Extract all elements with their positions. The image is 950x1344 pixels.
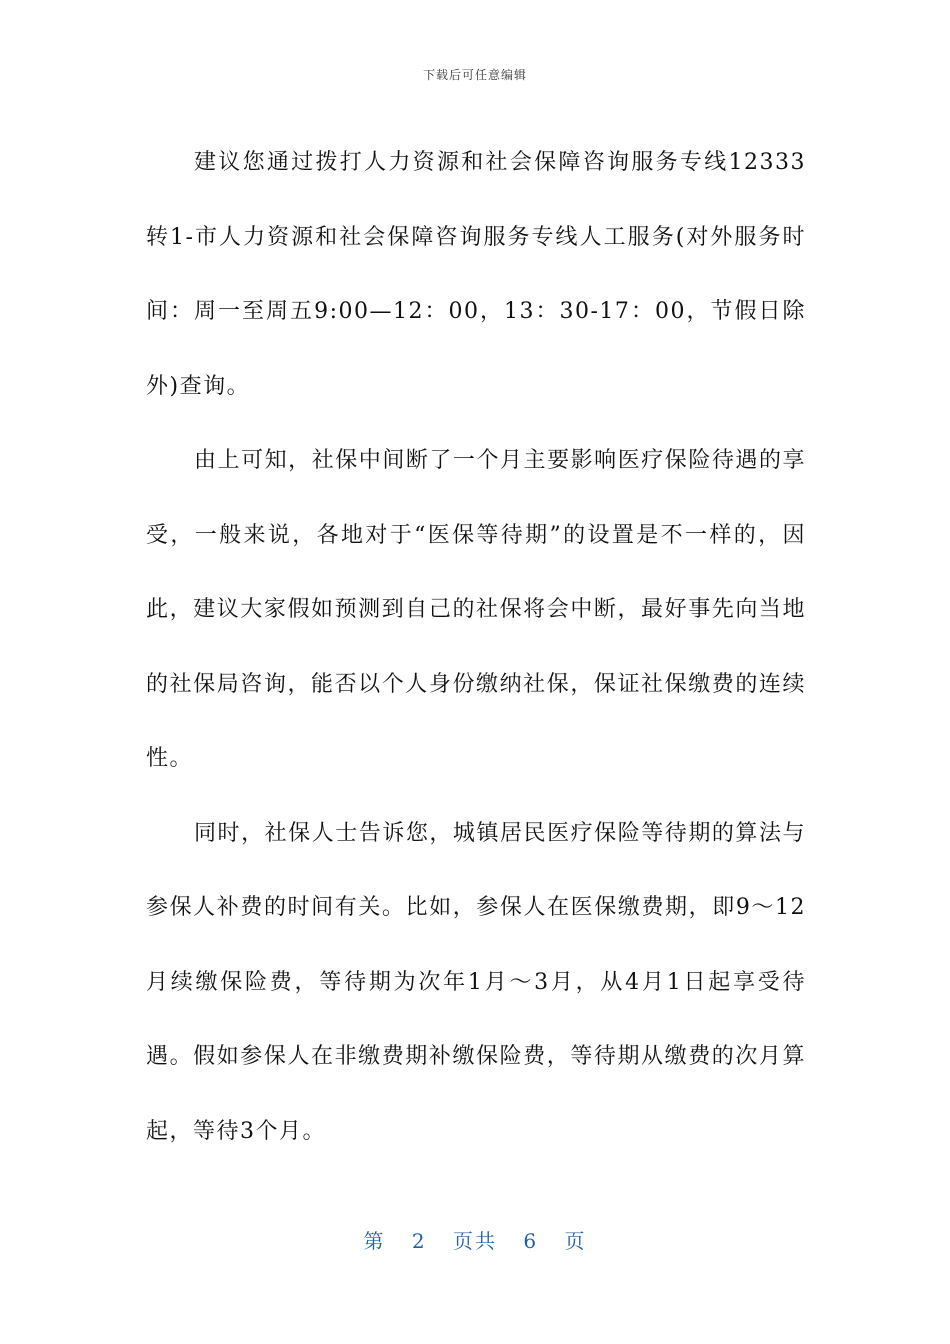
page-prefix: 第: [363, 1229, 386, 1253]
page-suffix: 页: [564, 1229, 587, 1253]
body-text: [146, 126, 806, 1169]
page-middle: 页共: [453, 1229, 497, 1253]
paragraph-3: 同时，社保人士告诉您，城镇居民医疗保险等待期的算法与参保人补费的时间有关。比如，参保人在医保缴费期，即9～12月续缴保险费，等待期为次年1月～3月，从4月1日起享受待遇。假如参保人在非缴费期补缴保险费，等待期从缴费的次月算起，等待3个月。: [146, 820, 806, 1144]
page-total: 6: [523, 1229, 539, 1253]
header-note: 下载后可任意编辑: [422, 68, 527, 82]
page-current: 2: [411, 1229, 427, 1253]
page-number-footer: [0, 1225, 950, 1254]
paragraph-2: 由上可知，社保中间断了一个月主要影响医疗保险待遇的享受，一般来说，各地对于“医保等待期”的设置是不一样的，因此，建议大家假如预测到自己的社保将会中断，最好事先向当地的社保局咨询，能否以个人身份缴纳社保，保证社保缴费的连续性。: [146, 448, 806, 771]
paragraph-1: 建议您通过拨打人力资源和社会保障咨询服务专线12333转1-市人力资源和社会保障咨询服务专线人工服务(对外服务时间：周一至周五9:00—12：00，13：30-17：00，节假日除外)查询。: [146, 150, 807, 399]
